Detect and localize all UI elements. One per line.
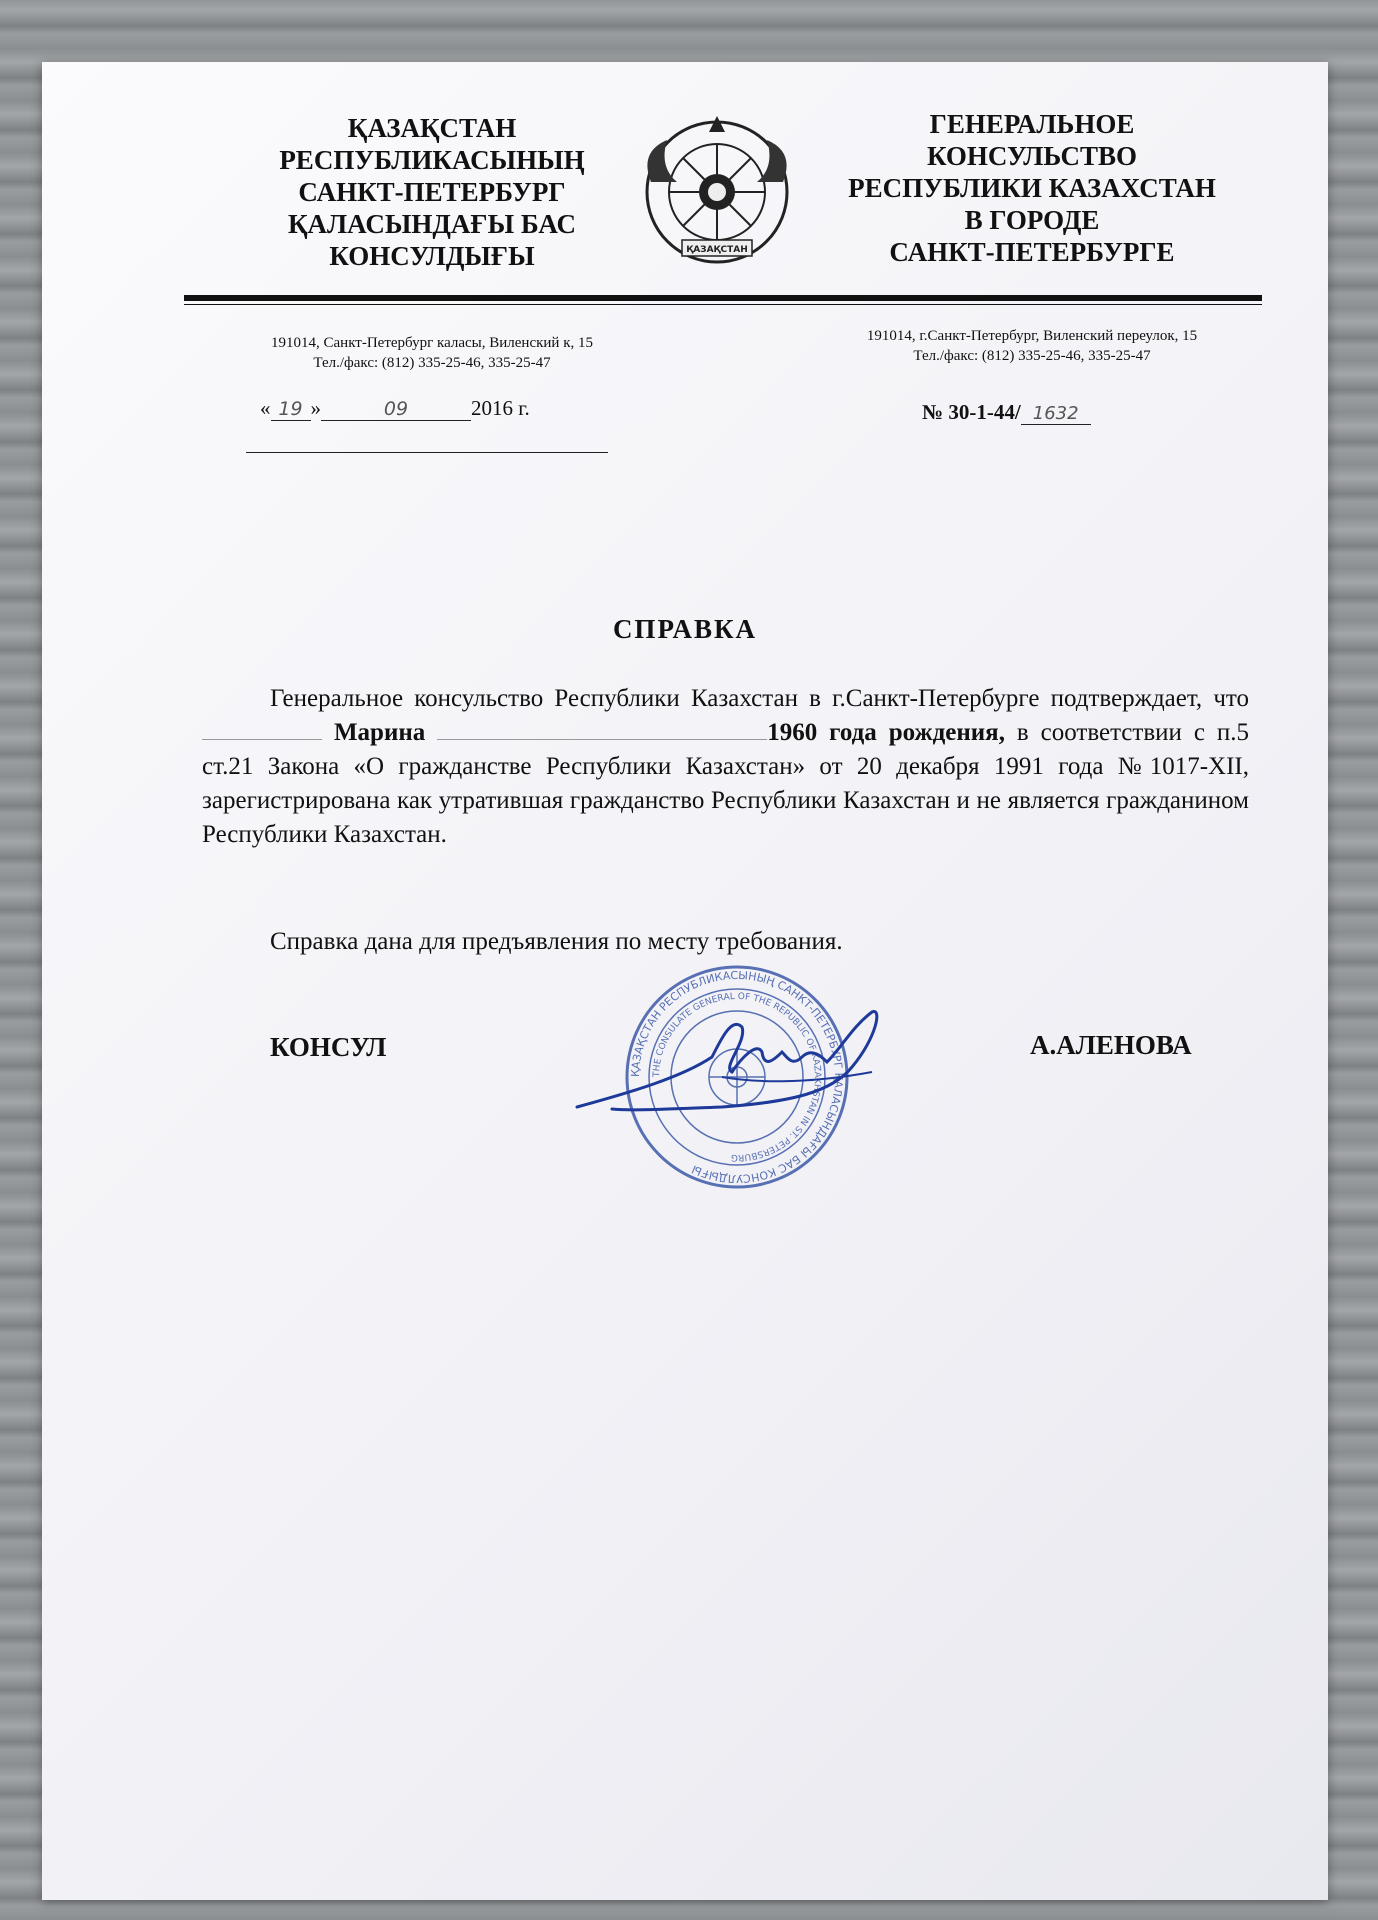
reference-prefix: № 30-1-44/ xyxy=(922,400,1021,424)
reference-number xyxy=(922,400,1091,425)
certificate-paragraph xyxy=(202,682,1249,852)
header-russian-line: ГЕНЕРАЛЬНОЕ xyxy=(929,109,1135,139)
header-kazakh-line: КОНСУЛДЫҒЫ xyxy=(329,241,535,271)
header-kazakh-line: САНКТ-ПЕТЕРБУРГ xyxy=(298,177,566,207)
address-kazakh xyxy=(212,333,652,373)
paragraph-start: Генеральное консульство Республики Казахстан в г.Санкт-Петербурге подтверждает, что xyxy=(270,685,1249,712)
emblem-ribbon-text: ҚАЗАҚСТАН xyxy=(686,245,748,255)
header-divider-thin xyxy=(184,304,1262,305)
document-date xyxy=(260,396,530,421)
consul-signature xyxy=(572,997,902,1122)
date-day: 19 xyxy=(271,398,311,421)
document-title: СПРАВКА xyxy=(612,614,758,644)
signatory-name: А.АЛЕНОВА xyxy=(1030,1030,1192,1060)
header-kazakh-line: ҚАЛАСЫНДАҒЫ БАС xyxy=(287,209,577,239)
date-open-quote: « xyxy=(260,396,271,420)
signatory-position: КОНСУЛ xyxy=(270,1032,387,1062)
purpose-statement: Справка дана для предъявления по месту требования. xyxy=(270,928,843,955)
header-kazakh-line: ҚАЗАҚСТАН xyxy=(347,113,517,143)
phone-line: Тел./факс: (812) 335-25-46, 335-25-47 xyxy=(313,355,551,371)
person-first-name: Марина xyxy=(333,719,426,746)
date-close-quote: » xyxy=(310,396,321,420)
header-russian-line: КОНСУЛЬСТВО xyxy=(926,141,1138,171)
address-line: 191014, Санкт-Петербург каласы, Виленский к, 15 xyxy=(271,335,593,351)
kazakhstan-emblem-icon xyxy=(637,112,797,272)
phone-line: Тел./факс: (812) 335-25-46, 335-25-47 xyxy=(913,348,1151,364)
header-russian-line: САНКТ-ПЕТЕРБУРГЕ xyxy=(889,237,1175,267)
redacted-patronymic xyxy=(437,721,767,740)
date-month: 09 xyxy=(321,398,471,421)
reference-handwritten: 1632 xyxy=(1021,403,1091,425)
header-russian xyxy=(822,108,1242,268)
address-line: 191014, г.Санкт-Петербург, Виленский переулок, 15 xyxy=(866,328,1198,344)
header-russian-line: РЕСПУБЛИКИ КАЗАХСТАН xyxy=(848,173,1216,203)
stamp-inner-text: THE CONSULATE GENERAL OF THE REPUBLIC OF KAZAKHSTAN IN ST. PETERSBURG xyxy=(651,991,823,1163)
document-paper xyxy=(42,62,1328,1900)
address-russian xyxy=(812,326,1252,366)
redacted-surname xyxy=(202,721,322,740)
date-underline xyxy=(246,452,608,453)
header-kazakh-line: РЕСПУБЛИКАСЫНЫҢ xyxy=(279,145,585,175)
date-year: 2016 г. xyxy=(471,396,530,420)
birth-year: 1960 года рождения, xyxy=(767,719,1005,746)
header-divider-thick xyxy=(184,295,1262,301)
paragraph-end: в соответствии с п.5 ст.21 Закона «О гражданстве Республики Казахстан» от 20 декабря 1991 года №1017-XII, зарегистрирована как утратившая гражданство Республики Казахстан и не является гражданином Республики Казахстан. xyxy=(202,719,1249,848)
header-kazakh xyxy=(232,112,632,272)
header-russian-line: В ГОРОДЕ xyxy=(964,205,1100,235)
stamp-outer-text: ҚАЗАҚСТАН РЕСПУБЛИКАСЫНЫҢ САНКТ-ПЕТЕРБУРГ ҚАЛАСЫНДАҒЫ БАС КОНСУЛДЫҒЫ xyxy=(628,968,846,1186)
